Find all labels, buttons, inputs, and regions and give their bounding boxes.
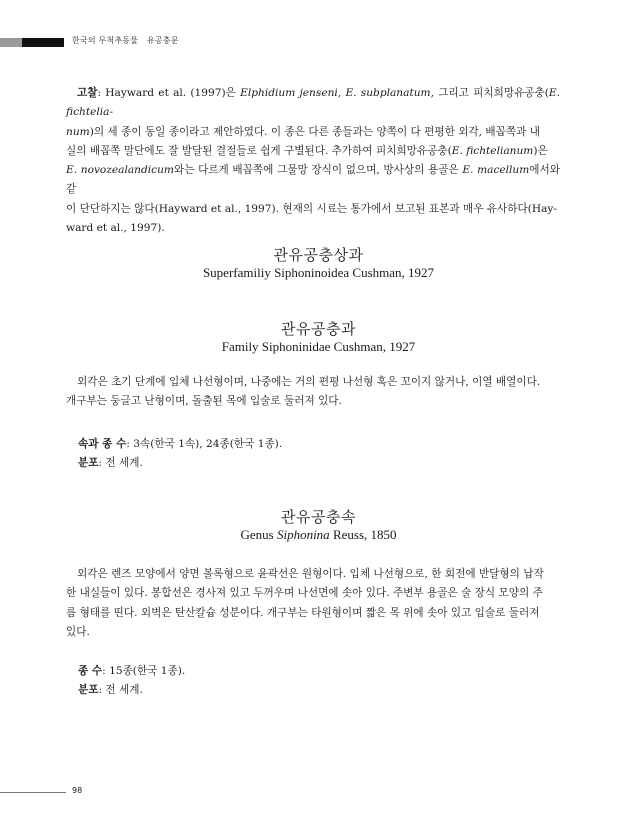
species-name: Elphidium jenseni (240, 87, 338, 99)
text-run: )의 세 종이 동일 종이라고 제안하였다. 이 종은 다른 종들과는 양쪽이 다 편평한 외각, 배꼽쪽과 내 (89, 125, 540, 138)
text-run: , 그리고 피치희망유공충( (430, 87, 549, 99)
description-line: 한 내실들이 있다. 봉합선은 경사져 있고 두꺼우며 나선면에 솟아 있다. 주변부 용골은 술 장식 모양의 주 (66, 587, 543, 600)
header-black-bar (22, 38, 64, 47)
species-name: E. fichtelia- (66, 87, 561, 119)
genus-latin-title (0, 527, 637, 543)
page-number: 98 (72, 786, 83, 795)
genus-species-count (78, 661, 185, 681)
genus-name: Siphonina (276, 527, 330, 542)
species-count-value: : 15종(한국 1종). (102, 665, 186, 677)
genus-prefix: Genus (240, 527, 277, 542)
species-name: num (66, 125, 90, 138)
superfamily-korean-title: 관유공충상과 (273, 246, 364, 264)
species-name: E. subplanatum (345, 87, 431, 99)
colon: : (97, 87, 106, 99)
text-run: 실의 배꼽쪽 말단에도 잘 발달된 결절들로 쉽게 구별된다. 추가하여 피치희망유공충( (66, 144, 452, 157)
text-run: )은 (533, 144, 548, 157)
species-name: E. fichtelianum (451, 144, 534, 157)
description-line: 외각은 렌즈 모양에서 양면 볼록형으로 윤곽선은 원형이다. 입체 나선형으로, 한 회전에 반달형의 납작 (77, 568, 544, 580)
genera-species-label: 속과 종 수 (78, 438, 127, 450)
genus-description (66, 565, 560, 642)
text-run: , (337, 87, 346, 99)
distribution-value: : 전 세계. (98, 457, 143, 469)
family-description (66, 373, 560, 412)
running-header (72, 35, 185, 46)
distribution-label: 분포 (78, 457, 99, 469)
description-line: 개구부는 둥글고 난형이며, 돌출된 목에 입술로 둘러져 있다. (66, 395, 342, 408)
family-korean-title: 관유공충과 (281, 320, 356, 338)
discussion-line (66, 84, 560, 123)
section-title: 유공충문 (146, 36, 179, 45)
text-run: 이 단단하지는 않다(Hayward et al., 1997). 현재의 시료는 통가에서 보고된 표본과 매우 유사하다(Hay- (66, 202, 557, 215)
discussion-line (66, 161, 560, 200)
discussion-line (66, 142, 560, 161)
text-run: 에서와 같 (66, 164, 560, 196)
distribution-label: 분포 (78, 684, 99, 696)
description-line: 외각은 초기 단계에 입체 나선형이며, 나중에는 거의 편평 나선형 혹은 꼬이지 않거나, 이열 배열이다. (77, 376, 541, 388)
description-line: 있다. (66, 625, 90, 638)
description-line: 름 형태를 띤다. 외벽은 탄산칼슘 성분이다. 개구부는 타원형이며 짧은 목 위에 솟아 있고 입술로 둘러져 (66, 606, 540, 619)
text-run: Hayward et al. (1997)은 (105, 87, 241, 99)
distribution-value: : 전 세계. (98, 684, 143, 696)
text-run: 와는 다르게 배꼽쪽에 그물망 장식이 없으며, 방사상의 용골은 (173, 164, 463, 177)
text-run: ward et al., 1997). (66, 222, 165, 235)
genus-authority: Reuss, 1850 (329, 527, 397, 542)
discussion-label: 고찰 (77, 87, 98, 99)
species-name: E. macellum (462, 164, 530, 177)
genus-distribution (78, 680, 143, 700)
species-name: E. novozealandicum (66, 164, 174, 177)
family-distribution (78, 453, 143, 473)
discussion-paragraph (66, 84, 560, 238)
species-count-label: 종 수 (78, 665, 103, 677)
family-latin-title: Family Siphoninidae Cushman, 1927 (221, 339, 416, 354)
discussion-line (66, 200, 560, 219)
header-grey-bar (0, 38, 22, 47)
superfamily-latin-title: Superfamiliy Siphoninoidea Cushman, 1927 (202, 265, 435, 280)
footer-rule (0, 792, 66, 793)
discussion-line (66, 123, 560, 142)
genera-species-value: : 3속(한국 1속), 24종(한국 1종). (126, 438, 283, 450)
family-genera-species (78, 434, 282, 454)
discussion-line (66, 219, 560, 238)
genus-korean-title: 관유공충속 (281, 508, 356, 526)
book-title: 한국의 무척추동물 (72, 36, 139, 45)
